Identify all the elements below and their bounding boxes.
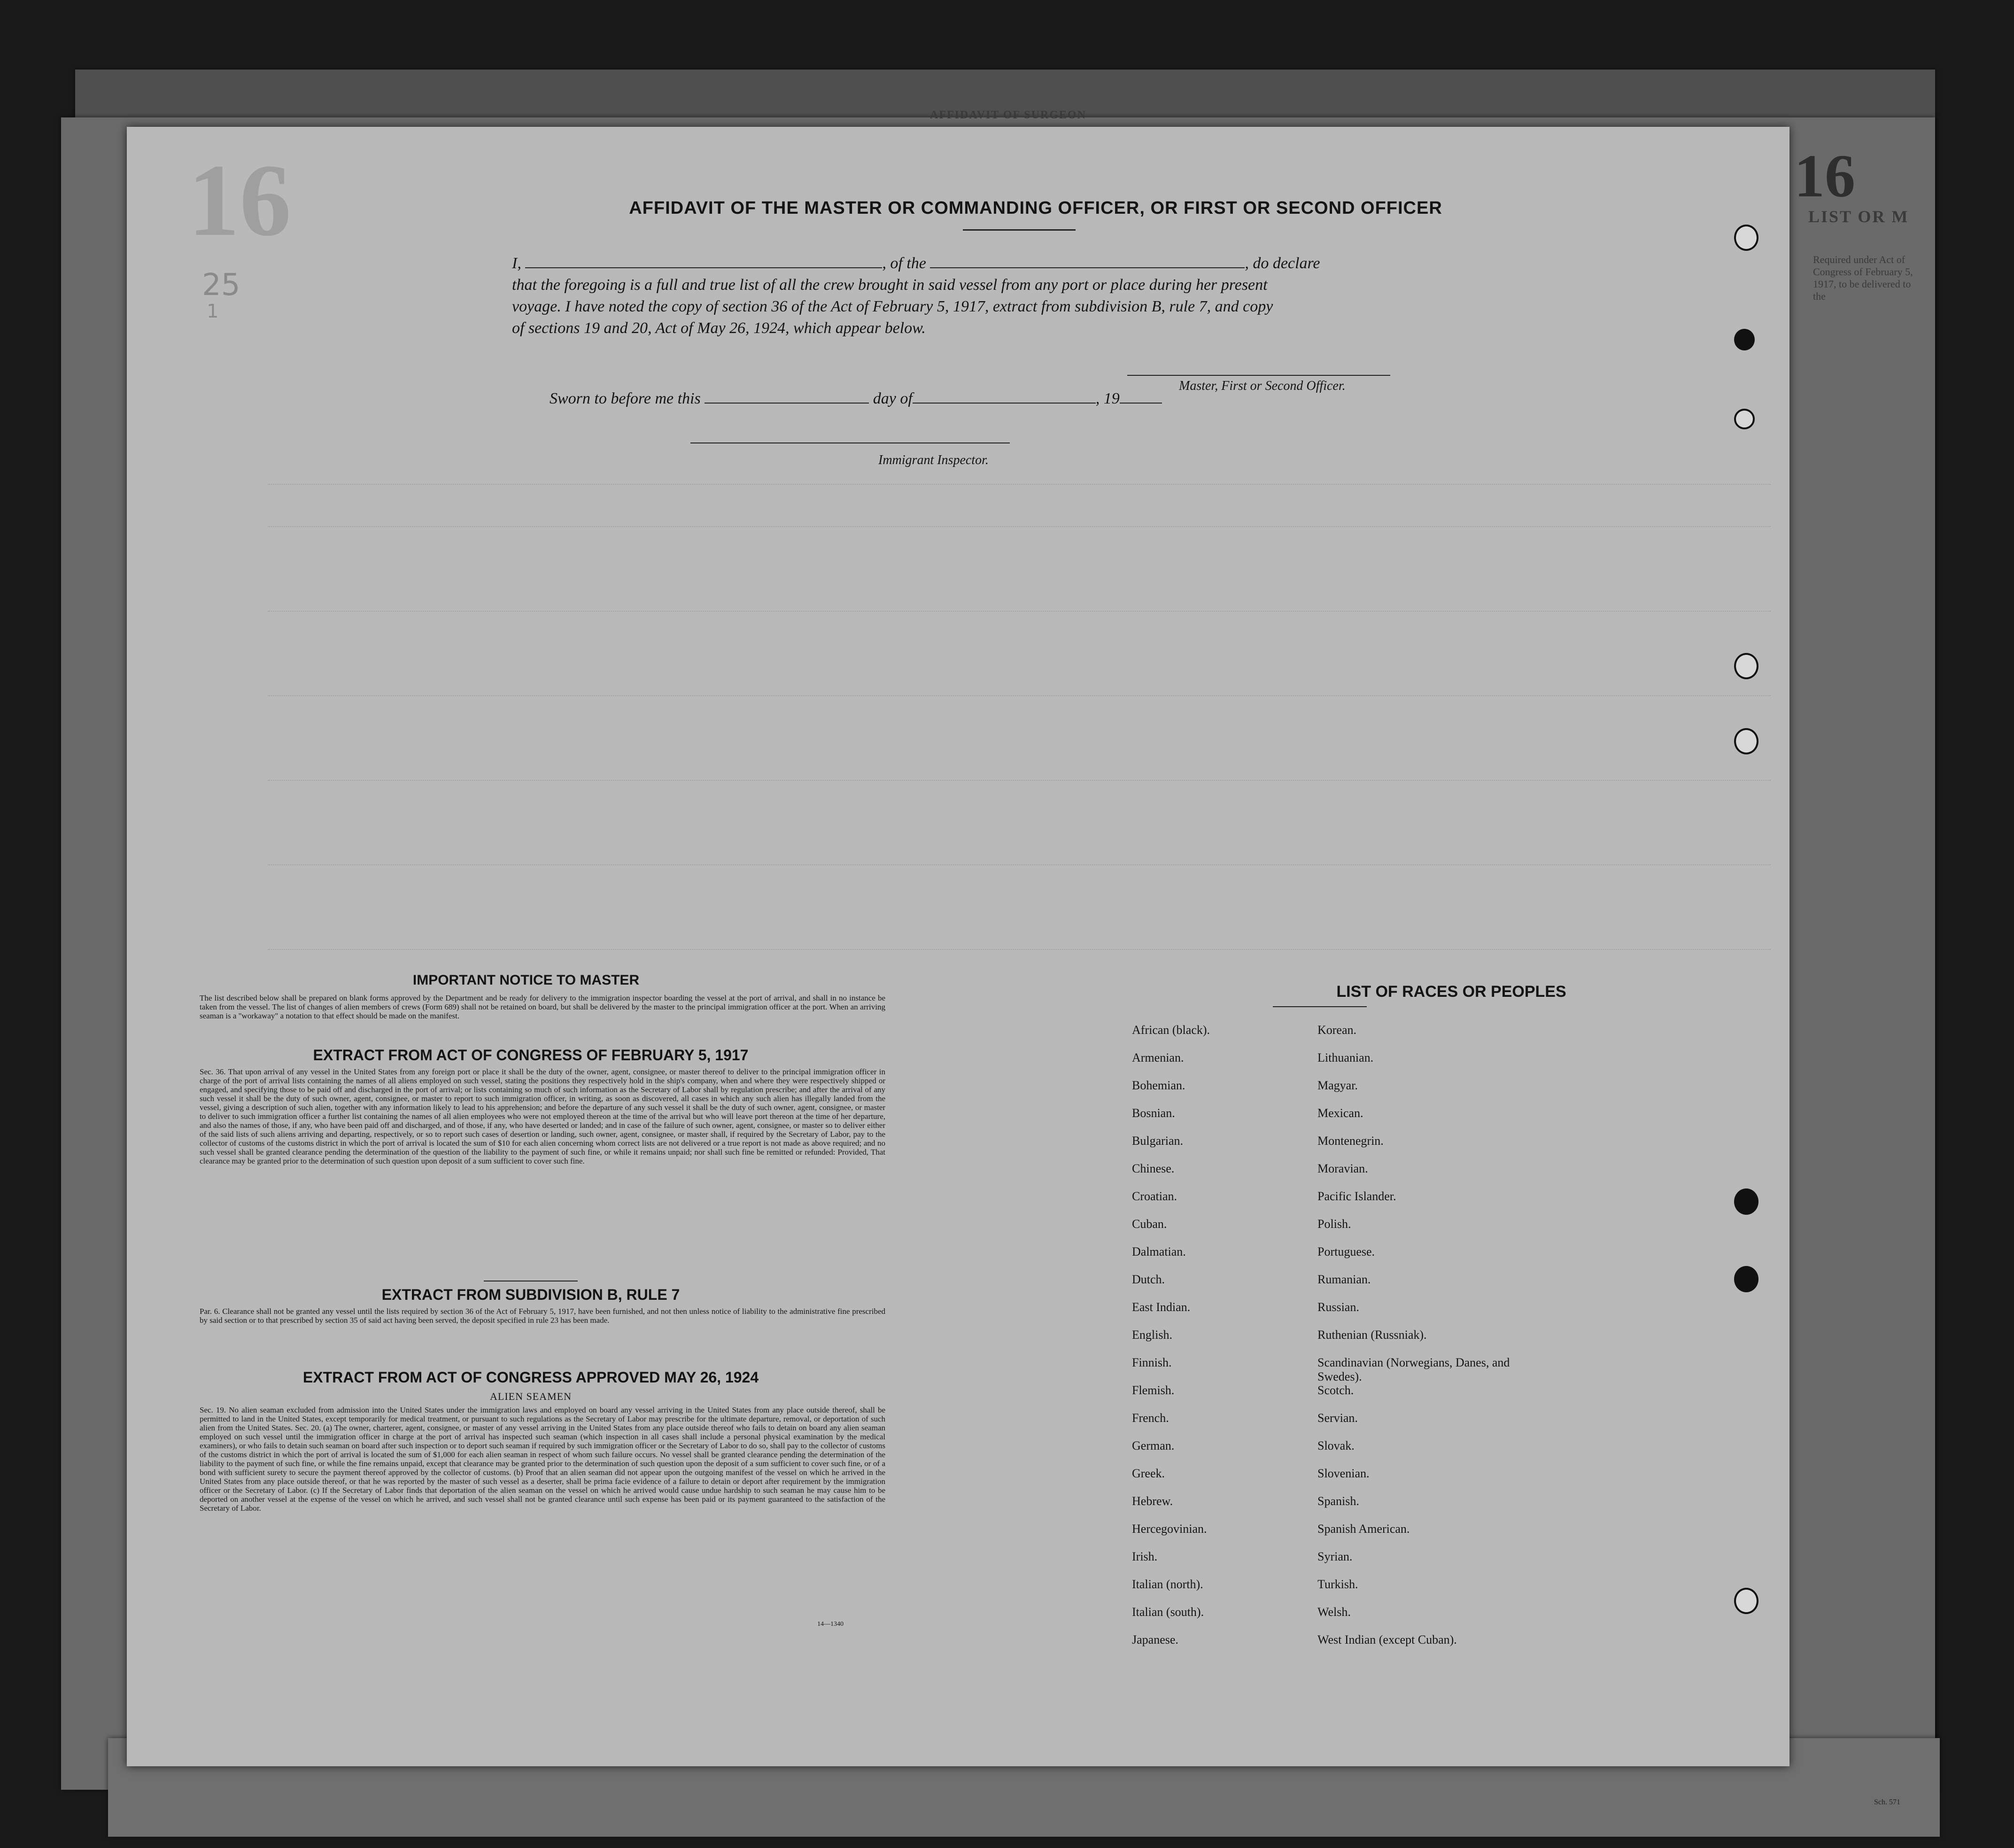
binder-hole — [1734, 1588, 1758, 1614]
race-item: Dutch. — [1132, 1273, 1165, 1286]
race-item: Bohemian. — [1132, 1079, 1185, 1092]
race-item: Ruthenian (Russniak). — [1317, 1328, 1427, 1342]
binder-hole — [1734, 653, 1758, 679]
race-item: Armenian. — [1132, 1051, 1184, 1064]
race-item: Turkish. — [1317, 1577, 1358, 1591]
notice-body: The list described below shall be prepared on blank forms approved by the Department and be ready for delivery to the immigration inspector boarding the vessel at the port of arrival, and shall in no instance be taken from the vessel. The list of changes of alien members of crews (Form 689) shall not be retained on board, but shall be delivered by the master to the principal immigration officer at the port. When an arriving seaman is a "workaway" a notation to that effect should be made on the manifest. — [200, 994, 885, 1020]
affidavit-line-2: that the foregoing is a full and true list of all the crew brought in said vessel from any port or place during her present — [512, 276, 1268, 294]
race-item: Slovak. — [1317, 1439, 1355, 1452]
race-item: Rumanian. — [1317, 1273, 1371, 1286]
bleedthrough-line — [268, 864, 1771, 868]
affidavit-of-the: , of the — [882, 255, 926, 272]
extract-rule7-title: EXTRACT FROM SUBDIVISION B, RULE 7 — [381, 1286, 680, 1303]
race-item: Slovenian. — [1317, 1467, 1370, 1480]
under-sheet-top-label: AFFIDAVIT OF SURGEON — [930, 109, 1086, 121]
extract-rule7-body: Par. 6. Clearance shall not be granted any vessel until the lists required by section 36 of the Act of February 5, 1917, have been furnished, and not then unless notice of liability to the administrative fine prescribed by said section or to that prescribed by section 35 of said act having been served, the deposit specified in rule 23 has been made. — [200, 1307, 885, 1325]
race-item: Russian. — [1317, 1300, 1359, 1314]
race-item: Finnish. — [1132, 1356, 1172, 1369]
race-item: Italian (south). — [1132, 1605, 1204, 1619]
race-item: Syrian. — [1317, 1550, 1353, 1563]
title-underline — [963, 229, 1076, 231]
race-item: Irish. — [1132, 1550, 1158, 1563]
sworn-day-of: day of — [873, 390, 913, 407]
binder-hole — [1734, 728, 1758, 754]
race-item: Montenegrin. — [1317, 1134, 1384, 1148]
bleedthrough-line — [268, 611, 1771, 614]
race-item: African (black). — [1132, 1023, 1210, 1037]
affidavit-declare: , do declare — [1245, 255, 1320, 272]
under-sheet-page-number: 16 — [1794, 142, 1855, 210]
sworn-year-blank[interactable] — [1120, 403, 1162, 404]
races-list-right — [1317, 1023, 1515, 1661]
race-item: Italian (north). — [1132, 1577, 1203, 1591]
notice-title: IMPORTANT NOTICE TO MASTER — [412, 972, 640, 988]
page-number: 16 — [188, 143, 291, 257]
races-list-left — [1132, 1023, 1310, 1661]
form-code: 14—1340 — [817, 1621, 844, 1628]
race-item: Pacific Islander. — [1317, 1189, 1396, 1203]
race-item: Scotch. — [1317, 1383, 1354, 1397]
under-sheet-statute: Required under Act of Congress of February 5, 1917, to be delivered to the — [1813, 254, 1913, 302]
race-item: Korean. — [1317, 1023, 1357, 1037]
race-item: Bulgarian. — [1132, 1134, 1184, 1148]
sworn-year: , 19 — [1095, 390, 1120, 407]
bleedthrough-line — [268, 949, 1771, 953]
binder-hole — [1734, 1266, 1758, 1292]
race-item: West Indian (except Cuban). — [1317, 1633, 1457, 1646]
race-item: Lithuanian. — [1317, 1051, 1374, 1064]
sworn-day-blank[interactable] — [705, 403, 869, 404]
vessel-blank[interactable] — [930, 267, 1245, 268]
race-item: Moravian. — [1317, 1162, 1368, 1175]
schedule-number: Sch. 571 — [1874, 1798, 1900, 1806]
race-item: Dalmatian. — [1132, 1245, 1186, 1258]
affidavit-i: I, — [512, 255, 521, 272]
race-item: Welsh. — [1317, 1605, 1351, 1619]
affidavit-title: AFFIDAVIT OF THE MASTER OR COMMANDING OFFICER, OR FIRST OR SECOND OFFICER — [629, 198, 1442, 218]
document-page — [127, 127, 1789, 1766]
sworn-month-blank[interactable] — [913, 403, 1096, 404]
under-sheet-header-left: LIST OR M — [1808, 207, 1909, 226]
race-item: English. — [1132, 1328, 1172, 1342]
master-signature-line[interactable] — [1127, 375, 1390, 376]
bleedthrough-line — [268, 526, 1771, 530]
race-item: Spanish. — [1317, 1494, 1359, 1508]
race-item: East Indian. — [1132, 1300, 1191, 1314]
affidavit-line-3: voyage. I have noted the copy of section 36 of the Act of February 5, 1917, extract from subdivision B, rule 7, and copy — [512, 298, 1273, 315]
pencil-mark: 1 — [207, 301, 219, 322]
race-item: Hercegovinian. — [1132, 1522, 1207, 1536]
binder-hole — [1734, 409, 1755, 429]
binder-hole — [1734, 329, 1755, 350]
race-item: Cuban. — [1132, 1217, 1167, 1231]
bleedthrough-line — [268, 484, 1771, 488]
extract-1924-body: Sec. 19. No alien seaman excluded from admission into the United States under the immigration laws and employed on board any vessel arriving in the United States from any place outside thereof, shall be permitted to land in the United States, except temporarily for medical treatment, or pursuant to such regulations as the Secretary of Labor may prescribe for the ultimate departure, removal, or deportation of such alien from the United States. Sec. 20. (a) The owner, charterer, agent, consignee, or master of any vessel arriving in the United States from any place outside thereof who fails to detain on board any alien seaman employed on such vessel until the immigration officer in charge at the port of arrival has inspected such seaman (which inspection in all cases shall include a personal physical examination by the medical examiners), or who fails to detain such seaman on board after such inspection or to deport such seaman if required by such immigration officer or the Secretary of Labor to do so, shall pay to the collector of customs of the customs district in which the port of arrival is located the sum of $1,000 for each alien seaman in respect of whom such failure occurs. No vessel shall be granted clearance pending the determination of the liability to the payment of such fine, or while the fine remains unpaid, except that clearance may be granted prior to the determination of such question upon the deposit of a sum sufficient to cover such fine, or of a bond with sufficient surety to secure the payment thereof approved by the collector of customs. (b) Proof that an alien seaman did not appear upon the outgoing manifest of the vessel on which he arrived in the United States from any place outside thereof, or that he was reported by the master of such vessel as a deserter, shall be prima facie evidence of a failure to detain or deport after requirement by the immigration officer or the Secretary of Labor. (c) If the Secretary of Labor finds that deportation of the alien seaman on the vessel on which he arrived would cause undue hardship to such seaman he may cause him to be deported on another vessel at the expense of the vessel on which he arrived, and such vessel shall not be granted clearance until such expense has been paid or its payment guaranteed to the satisfaction of the Secretary of Labor. — [200, 1405, 885, 1513]
race-item: French. — [1132, 1411, 1169, 1425]
extract-1924-title: EXTRACT FROM ACT OF CONGRESS APPROVED MAY 26, 1924 — [302, 1369, 759, 1386]
extract-1917-body: Sec. 36. That upon arrival of any vessel in the United States from any foreign port or place it shall be the duty of the owner, agent, consignee, or master thereof to deliver to the principal immigration officer in charge of the port of arrival lists containing the names of all aliens employed on such vessel, stating the positions they respectively hold in the ship's company, when and where they were respectively shipped or engaged, and specifying those to be paid off and discharged in the port of arrival; or lists containing so much of such information as the Secretary of Labor shall by regulation prescribe; and after the arrival of any such vessel it shall be the duty of such owner, agent, consignee, or master to report to such immigration officer, in writing, as soon as discovered, all cases in which any such alien has illegally landed from the vessel, giving a description of such alien, together with any information likely to lead to his apprehension; and before the departure of any such vessel it shall be the duty of such owner, agent, consignee, or master to deliver to such immigration officer a further list containing the names of all alien employees who were not employed thereon at the time of the arrival but who will leave port thereon at the time of her departure, and also the names of those, if any, who have been paid off and discharged, and of those, if any, who have deserted or landed; and in case of the failure of such owner, agent, consignee, or master so to deliver either of the said lists of such aliens arriving and departing, respectively, or so to report such cases of desertion or landing, such owner, agent, consignee, or master shall, if required by the Secretary of Labor, pay to the collector of customs of the customs district in which the port of arrival is located the sum of $10 for each alien concerning whom correct lists are not delivered or a true report is not made as above required; and no such vessel shall be granted clearance pending the determination of the question of the liability to the payment of such fine, or while it remains unpaid; nor shall such fine be remitted or refunded: Provided, That clearance may be granted prior to the determination of such question upon deposit of a sum sufficient to cover such fine. — [200, 1067, 885, 1165]
race-item: Croatian. — [1132, 1189, 1177, 1203]
master-caption: Master, First or Second Officer. — [1179, 379, 1346, 393]
binder-hole — [1734, 225, 1758, 251]
race-item: Hebrew. — [1132, 1494, 1173, 1508]
race-item: Polish. — [1317, 1217, 1351, 1231]
binder-hole — [1734, 1188, 1758, 1215]
races-title: LIST OF RACES OR PEOPLES — [1336, 983, 1566, 1001]
bleedthrough-line — [268, 780, 1771, 784]
race-item: Flemish. — [1132, 1383, 1175, 1397]
affidavit-text — [512, 253, 1555, 339]
race-item: Bosnian. — [1132, 1106, 1175, 1120]
races-title-underline — [1273, 1006, 1367, 1007]
race-item: Spanish American. — [1317, 1522, 1410, 1536]
race-item: Greek. — [1132, 1467, 1165, 1480]
race-item: Portuguese. — [1317, 1245, 1375, 1258]
sworn-line — [550, 390, 1162, 408]
sworn-text: Sworn to before me this — [550, 390, 701, 407]
race-item: Servian. — [1317, 1411, 1358, 1425]
extract-1924-subtitle: ALIEN SEAMEN — [490, 1390, 572, 1402]
race-item: Japanese. — [1132, 1633, 1178, 1646]
race-item: Chinese. — [1132, 1162, 1175, 1175]
race-item: German. — [1132, 1439, 1175, 1452]
extract-1917-title: EXTRACT FROM ACT OF CONGRESS OF FEBRUARY 5, 1917 — [313, 1047, 749, 1064]
name-blank[interactable] — [525, 267, 882, 268]
affidavit-line-4: of sections 19 and 20, Act of May 26, 1924, which appear below. — [512, 319, 926, 337]
inspector-caption: Immigrant Inspector. — [878, 453, 989, 467]
race-item: Scandinavian (Norwegians, Danes, and Swedes). — [1317, 1356, 1510, 1383]
race-item: Mexican. — [1317, 1106, 1363, 1120]
bleedthrough-line — [268, 695, 1771, 699]
race-item: Magyar. — [1317, 1079, 1358, 1092]
pencil-mark: 25 — [202, 268, 240, 303]
